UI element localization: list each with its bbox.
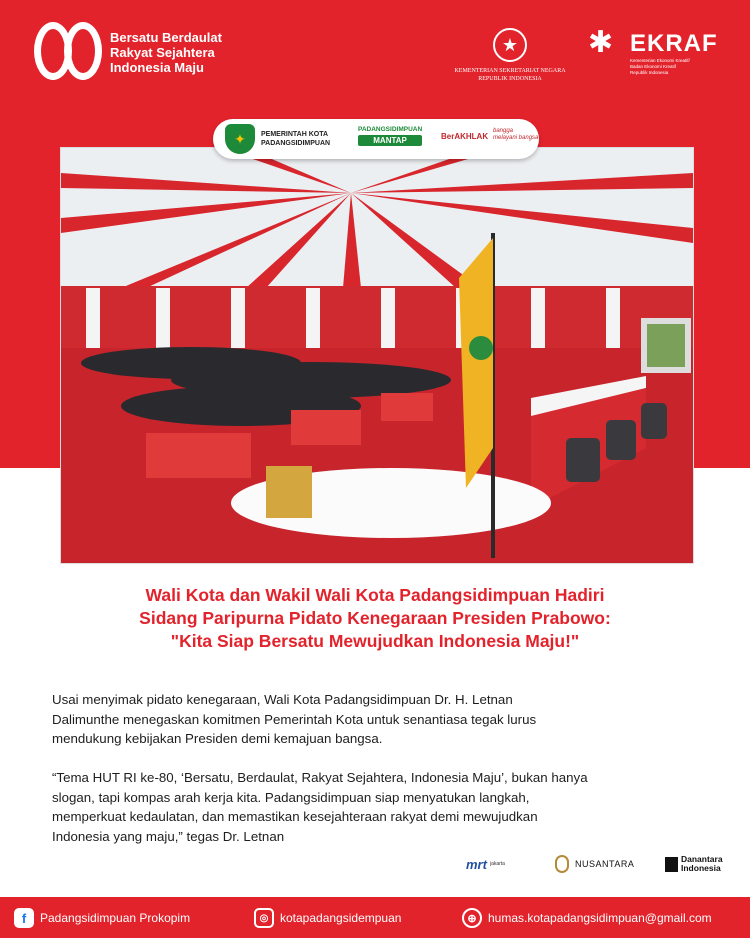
plenary-hall-illustration xyxy=(61,148,693,563)
instagram-link[interactable] xyxy=(254,908,401,928)
paragraph-line: Indonesia yang maju,” tegas Dr. Letnan xyxy=(52,828,285,844)
nusantara-label: NUSANTARA xyxy=(575,859,635,869)
nusantara-icon xyxy=(555,855,569,873)
paragraph-line: “Tema HUT RI ke-80, ‘Bersatu, Berdaulat, Rakyat Sejahtera, Indonesia Maju’, bukan hanya xyxy=(52,770,588,785)
danantara-line: Indonesia xyxy=(681,863,721,873)
star-emblem-icon: ★ xyxy=(493,28,527,62)
paragraph-intro xyxy=(52,690,712,749)
danantara-line: Danantara xyxy=(681,854,723,864)
web-icon: ⊕ xyxy=(462,908,482,928)
instagram-handle: kotapadangsidempuan xyxy=(280,911,402,925)
mantap-top: PADANGSIDIMPUAN xyxy=(358,126,423,133)
theme-line: Rakyat Sejahtera xyxy=(110,45,215,60)
ekraf-sub-line: Kementerian Ekonomi Kreatif/ xyxy=(630,58,690,63)
paragraph-line: memperkuat kedaulatan, dan memastikan kesejahteraan rakyat demi mewujudkan xyxy=(52,809,538,824)
instagram-icon: ◎ xyxy=(254,908,274,928)
email-link[interactable] xyxy=(462,908,712,928)
bangga-line: bangga xyxy=(493,128,514,134)
mrt-jakarta-logo xyxy=(466,852,505,876)
pemkot-line: PADANGSIDIMPUAN xyxy=(261,140,331,147)
ekraf-sub-line: Republik Indonesia xyxy=(630,70,669,75)
ekraf-name: EKRAF xyxy=(630,30,718,57)
paragraph-line: Dalimunthe menegaskan komitmen Pemerintah Kota untuk senantiasa tegak lurus xyxy=(52,711,537,727)
danantara-label xyxy=(681,855,723,873)
mantap-bottom: MANTAP xyxy=(358,135,422,146)
danantara-icon xyxy=(665,857,678,872)
facebook-handle: Padangsidimpuan Prokopim xyxy=(40,911,191,925)
footer-bar xyxy=(0,897,750,938)
hut-ri-80-logo xyxy=(34,22,104,84)
paragraph-quote xyxy=(52,768,712,846)
theme-line: Indonesia Maju xyxy=(110,60,204,75)
mrt-city: jakarta xyxy=(489,861,505,867)
kemensetneg-line: KEMENTERIAN SEKRETARIAT NEGARA xyxy=(454,68,566,74)
institution-logos-pill xyxy=(213,119,539,159)
kemensetneg-logo xyxy=(440,28,580,83)
facebook-icon: f xyxy=(14,908,34,928)
pemkot-line: PEMERINTAH KOTA xyxy=(261,131,329,138)
berakhlak-logo: BerAKHLAK xyxy=(441,132,489,141)
theme-line: Bersatu Berdaulat xyxy=(110,30,222,45)
paragraph-line: mendukung kebijakan Presiden demi kemajuan bangsa. xyxy=(52,731,383,746)
event-photo xyxy=(60,147,694,564)
ekraf-icon: ✱ xyxy=(588,26,614,59)
mantap-logo xyxy=(358,126,422,146)
headline xyxy=(40,584,710,653)
city-crest-icon: ✦ xyxy=(225,124,255,154)
paragraph-line: slogan, tapi kompas arah kerja kita. Padangsidimpuan siap menyatukan langkah, xyxy=(52,789,530,805)
bangga-melayani-logo xyxy=(493,128,538,142)
ekraf-sub-line: Badan Ekonomi Kreatif xyxy=(630,64,677,69)
danantara-logo xyxy=(665,852,723,876)
mrt-label: mrt xyxy=(466,856,487,872)
headline-line: "Kita Siap Bersatu Mewujudkan Indonesia Maju!" xyxy=(170,631,580,651)
paragraph-line: Usai menyimak pidato kenegaraan, Wali Kota Padangsidimpuan Dr. H. Letnan xyxy=(52,692,513,707)
email-address: humas.kotapadangsidimpuan@gmail.com xyxy=(488,911,712,925)
headline-line: Wali Kota dan Wakil Wali Kota Padangsidimpuan Hadiri xyxy=(145,585,605,605)
bangga-line: melayani bangsa xyxy=(493,135,539,141)
nusantara-logo xyxy=(555,852,634,876)
facebook-link[interactable] xyxy=(14,908,190,928)
kemensetneg-line: REPUBLIK INDONESIA xyxy=(478,76,542,82)
pemkot-label xyxy=(261,130,330,148)
ekraf-subtitle xyxy=(630,58,750,76)
hut-theme xyxy=(110,30,222,75)
headline-line: Sidang Paripurna Pidato Kenegaraan Presiden Prabowo: xyxy=(139,608,611,628)
